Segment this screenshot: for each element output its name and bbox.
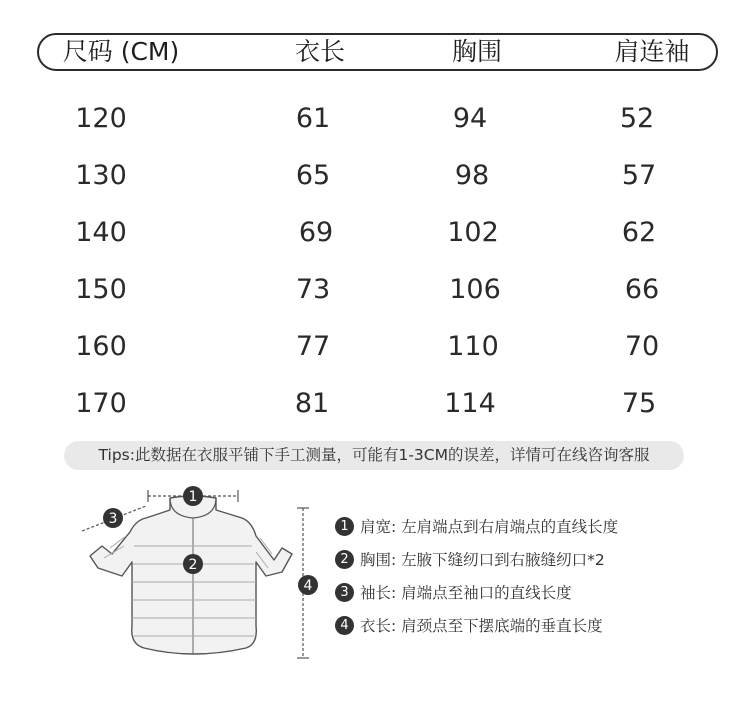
cell-size: 120 [75,103,127,134]
cell-sleeve: 62 [621,217,657,248]
legend-text: 袖长: 肩端点至袖口的直线长度 [360,584,572,602]
cell-chest: 102 [447,217,499,248]
cell-size: 170 [75,388,127,419]
marker-shoulder-label: 1 [188,489,198,505]
cell-chest: 114 [444,388,496,419]
cell-length: 61 [295,103,331,134]
cell-sleeve: 66 [624,274,660,305]
legend-number: 3 [335,583,354,602]
jacket-measurement-diagram [60,476,330,671]
cell-size: 160 [75,331,127,362]
cell-chest: 94 [452,103,488,134]
header-size: 尺码 (CM) [62,37,180,66]
cell-length: 81 [294,388,330,419]
marker-chest-label: 2 [188,557,198,573]
cell-chest: 98 [454,160,490,191]
cell-size: 140 [75,217,127,248]
measurement-legend [335,515,715,647]
cell-length: 73 [295,274,331,305]
cell-sleeve: 57 [621,160,657,191]
legend-text: 衣长: 肩颈点至下摆底端的垂直长度 [360,617,603,635]
size-table-header [37,33,718,71]
cell-length: 65 [295,160,331,191]
cell-sleeve: 70 [624,331,660,362]
marker-sleeve-label: 3 [108,511,118,527]
cell-size: 130 [75,160,127,191]
header-chest: 胸围 [451,37,503,66]
cell-length: 69 [298,217,334,248]
legend-number: 1 [335,517,354,536]
tips-banner: Tips:此数据在衣服平铺下手工测量，可能有1-3CM的误差，详情可在线咨询客服 [64,441,684,470]
legend-item-length [335,614,715,647]
cell-sleeve: 75 [621,388,657,419]
marker-length-label: 4 [303,578,313,594]
header-length: 衣长 [294,37,346,66]
cell-length: 77 [295,331,331,362]
legend-number: 2 [335,550,354,569]
legend-number: 4 [335,616,354,635]
legend-item-sleeve [335,581,715,614]
cell-chest: 110 [447,331,499,362]
header-sleeve: 肩连袖 [614,37,690,66]
legend-text: 肩宽: 左肩端点到右肩端点的直线长度 [360,518,619,536]
cell-size: 150 [75,274,127,305]
legend-text: 胸围: 左腋下缝纫口到右腋缝纫口*2 [360,551,605,569]
legend-item-shoulder [335,515,715,548]
legend-item-chest [335,548,715,581]
cell-chest: 106 [449,274,501,305]
cell-sleeve: 52 [619,103,655,134]
